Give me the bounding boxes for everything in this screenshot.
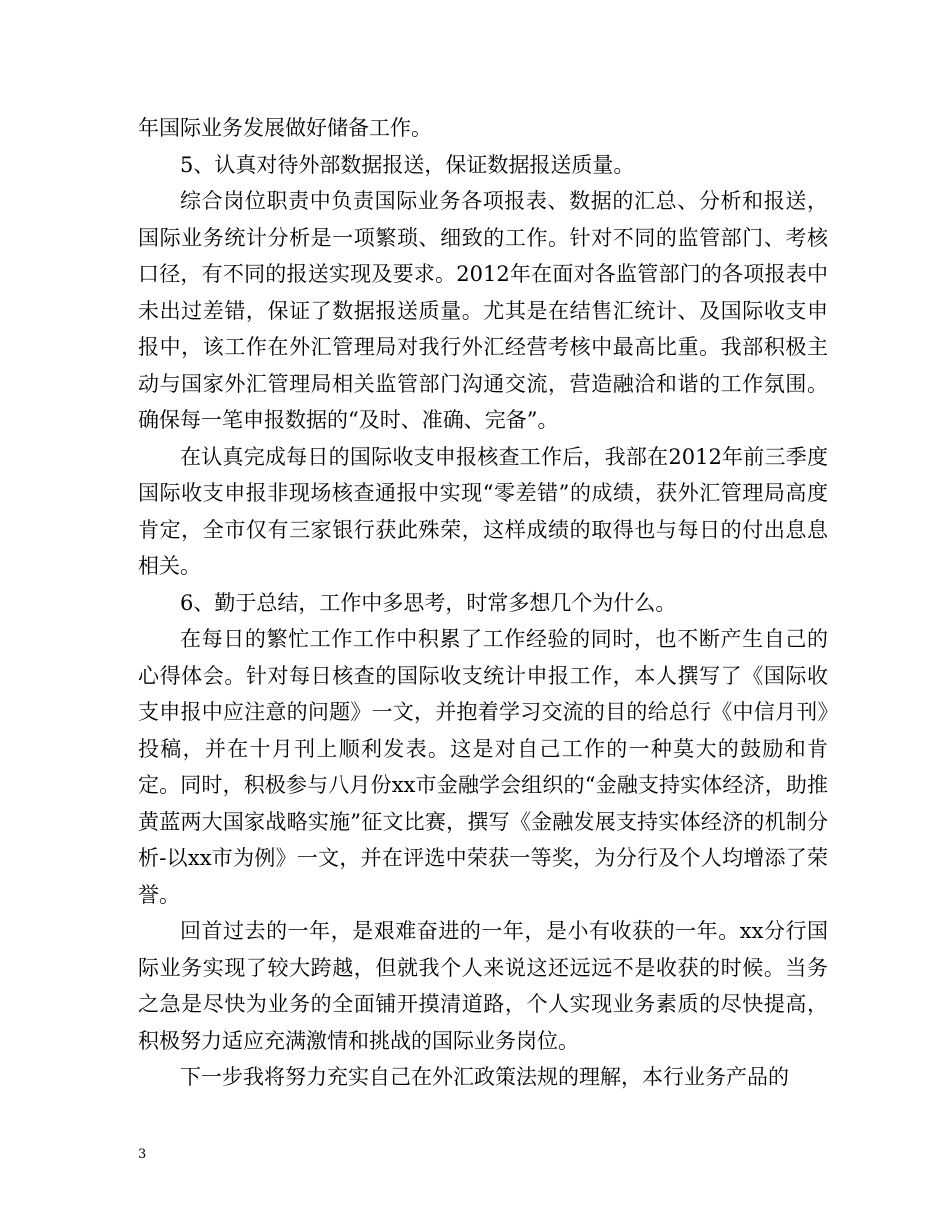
paragraph-8: 下一步我将努力充实自己在外汇政策法规的理解，本行业务产品的 bbox=[180, 1065, 789, 1089]
paragraph-1: 年国际业务发展做好储备工作。 bbox=[138, 116, 432, 140]
paragraph-2: 5、认真对待外部数据报送，保证数据报送质量。 bbox=[180, 152, 635, 177]
paragraph-3: 综合岗位职责中负责国际业务各项报表、数据的汇总、分析和报送，国际业务统计分析是一项繁琐、细致的工作。针对不同的监管部门、考核口径，有不同的报送实现及要求。2012年在面对各监管部门的各项报表中未出过差错，保证了数据报送质量。尤其是在结售汇统计、及国际收支申报中，该工作在外汇管理局对我行外汇经营考核中最高比重。我部积极主动与国家外汇管理局相关监管部门沟通交流，营造融洽和谐的工作氛围。确保每一笔申报数据的“及时、准确、完备”。 bbox=[138, 189, 828, 432]
page-number: 3 bbox=[138, 1147, 147, 1162]
document-body bbox=[138, 110, 828, 1096]
paragraph-5: 6、勤于总结，工作中多思考，时常多想几个为什么。 bbox=[180, 590, 677, 615]
paragraph-4: 在认真完成每日的国际收支申报核查工作后，我部在2012年前三季度国际收支申报非现场核查通报中实现“零差错”的成绩，获外汇管理局高度肯定，全市仅有三家银行获此殊荣，这样成绩的取得也与每日的付出息息相关。 bbox=[138, 444, 828, 578]
paragraph-7: 回首过去的一年，是艰难奋进的一年，是小有收获的一年。xx分行国际业务实现了较大跨越，但就我个人来说这还远远不是收获的时候。当务之急是尽快为业务的全面铺开摸清道路，个人实现业务素质的尽快提高，积极努力适应充满激情和挑战的国际业务岗位。 bbox=[138, 919, 828, 1053]
paragraph-6: 在每日的繁忙工作工作中积累了工作经验的同时，也不断产生自己的心得体会。针对每日核查的国际收支统计申报工作，本人撰写了《国际收支申报中应注意的问题》一文，并抱着学习交流的目的给总行《中信月刊》投稿，并在十月刊上顺利发表。这是对自己工作的一种莫大的鼓励和肯定。同时，积极参与八月份xx市金融学会组织的“金融支持实体经济，助推黄蓝两大国家战略实施”征文比赛，撰写《金融发展支持实体经济的机制分析-以xx市为例》一文，并在评选中荣获一等奖，为分行及个人均增添了荣誉。 bbox=[138, 627, 828, 907]
